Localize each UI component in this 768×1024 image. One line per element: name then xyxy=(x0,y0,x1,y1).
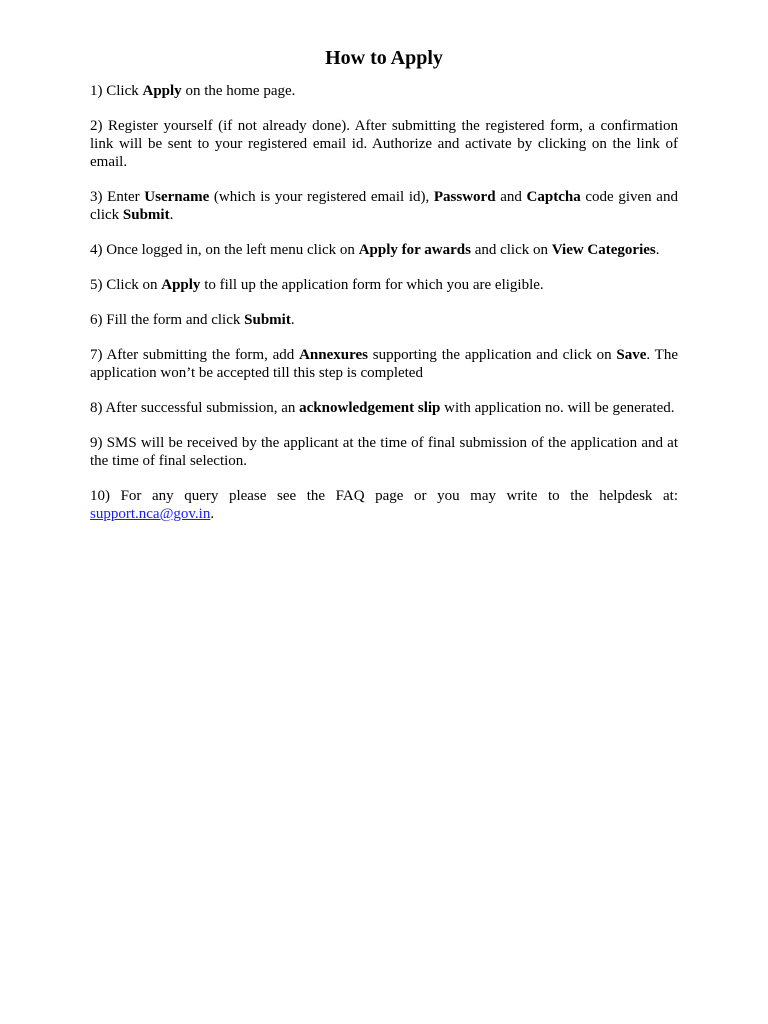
step-bold-text: Annexures xyxy=(299,347,368,363)
helpdesk-email-link[interactable]: support.nca@gov.in xyxy=(90,506,211,522)
document-page xyxy=(90,46,678,540)
step-bold-text: Apply xyxy=(161,277,201,293)
step-text: (which is your registered email id), xyxy=(209,189,434,205)
step-text: 4) Once logged in, on the left menu click on xyxy=(90,242,359,258)
step-item xyxy=(90,346,678,382)
step-text: . xyxy=(655,242,660,258)
step-item xyxy=(90,276,678,294)
step-bold-text: Submit xyxy=(122,207,170,223)
step-bold-text: Password xyxy=(433,189,496,205)
step-bold-text: acknowledgement slip xyxy=(299,400,441,416)
step-text: supporting the application and click on xyxy=(367,347,617,363)
step-text: to fill up the application form for which you are eligible. xyxy=(200,277,544,293)
step-text: code given and click xyxy=(90,189,678,223)
step-text: 8) After successful submission, an xyxy=(90,400,300,416)
step-text: on the home page. xyxy=(181,83,296,99)
step-text: . The application won’t be accepted till this step is completed xyxy=(90,347,678,381)
step-text: . xyxy=(169,207,174,223)
step-bold-text: Submit xyxy=(244,312,291,328)
steps-list xyxy=(90,82,678,523)
step-text: . xyxy=(210,506,215,522)
step-bold-text: Username xyxy=(144,189,210,205)
step-text: 5) Click on xyxy=(90,277,162,293)
step-item xyxy=(90,487,678,523)
step-bold-text: Captcha xyxy=(526,189,581,205)
step-text: 2) Register yourself (if not already done). After submitting the registered form, a confirmation link will be sent to your registered email id. Authorize and activate by clicking on the link of email. xyxy=(90,118,678,170)
step-item xyxy=(90,82,678,100)
step-item xyxy=(90,188,678,224)
step-bold-text: Save xyxy=(616,347,647,363)
page-title: How to Apply xyxy=(325,47,443,69)
step-text: 9) SMS will be received by the applicant at the time of final submission of the application and at the time of final selection. xyxy=(90,435,678,469)
step-text: and click on xyxy=(470,242,552,258)
step-text: 3) Enter xyxy=(90,189,145,205)
step-text: 6) Fill the form and click xyxy=(90,312,245,328)
step-text: and xyxy=(495,189,527,205)
step-text: 1) Click xyxy=(90,83,143,99)
step-item xyxy=(90,117,678,171)
step-text: with application no. will be generated. xyxy=(440,400,675,416)
step-item xyxy=(90,241,678,259)
step-item xyxy=(90,434,678,470)
step-bold-text: Apply for awards xyxy=(358,242,471,258)
step-text: . xyxy=(290,312,295,328)
step-text: 10) For any query please see the FAQ page or you may write to the helpdesk at: xyxy=(90,488,678,504)
step-bold-text: Apply xyxy=(142,83,182,99)
step-bold-text: View Categories xyxy=(551,242,656,258)
step-item xyxy=(90,399,678,417)
step-text: 7) After submitting the form, add xyxy=(90,347,300,363)
step-item xyxy=(90,311,678,329)
